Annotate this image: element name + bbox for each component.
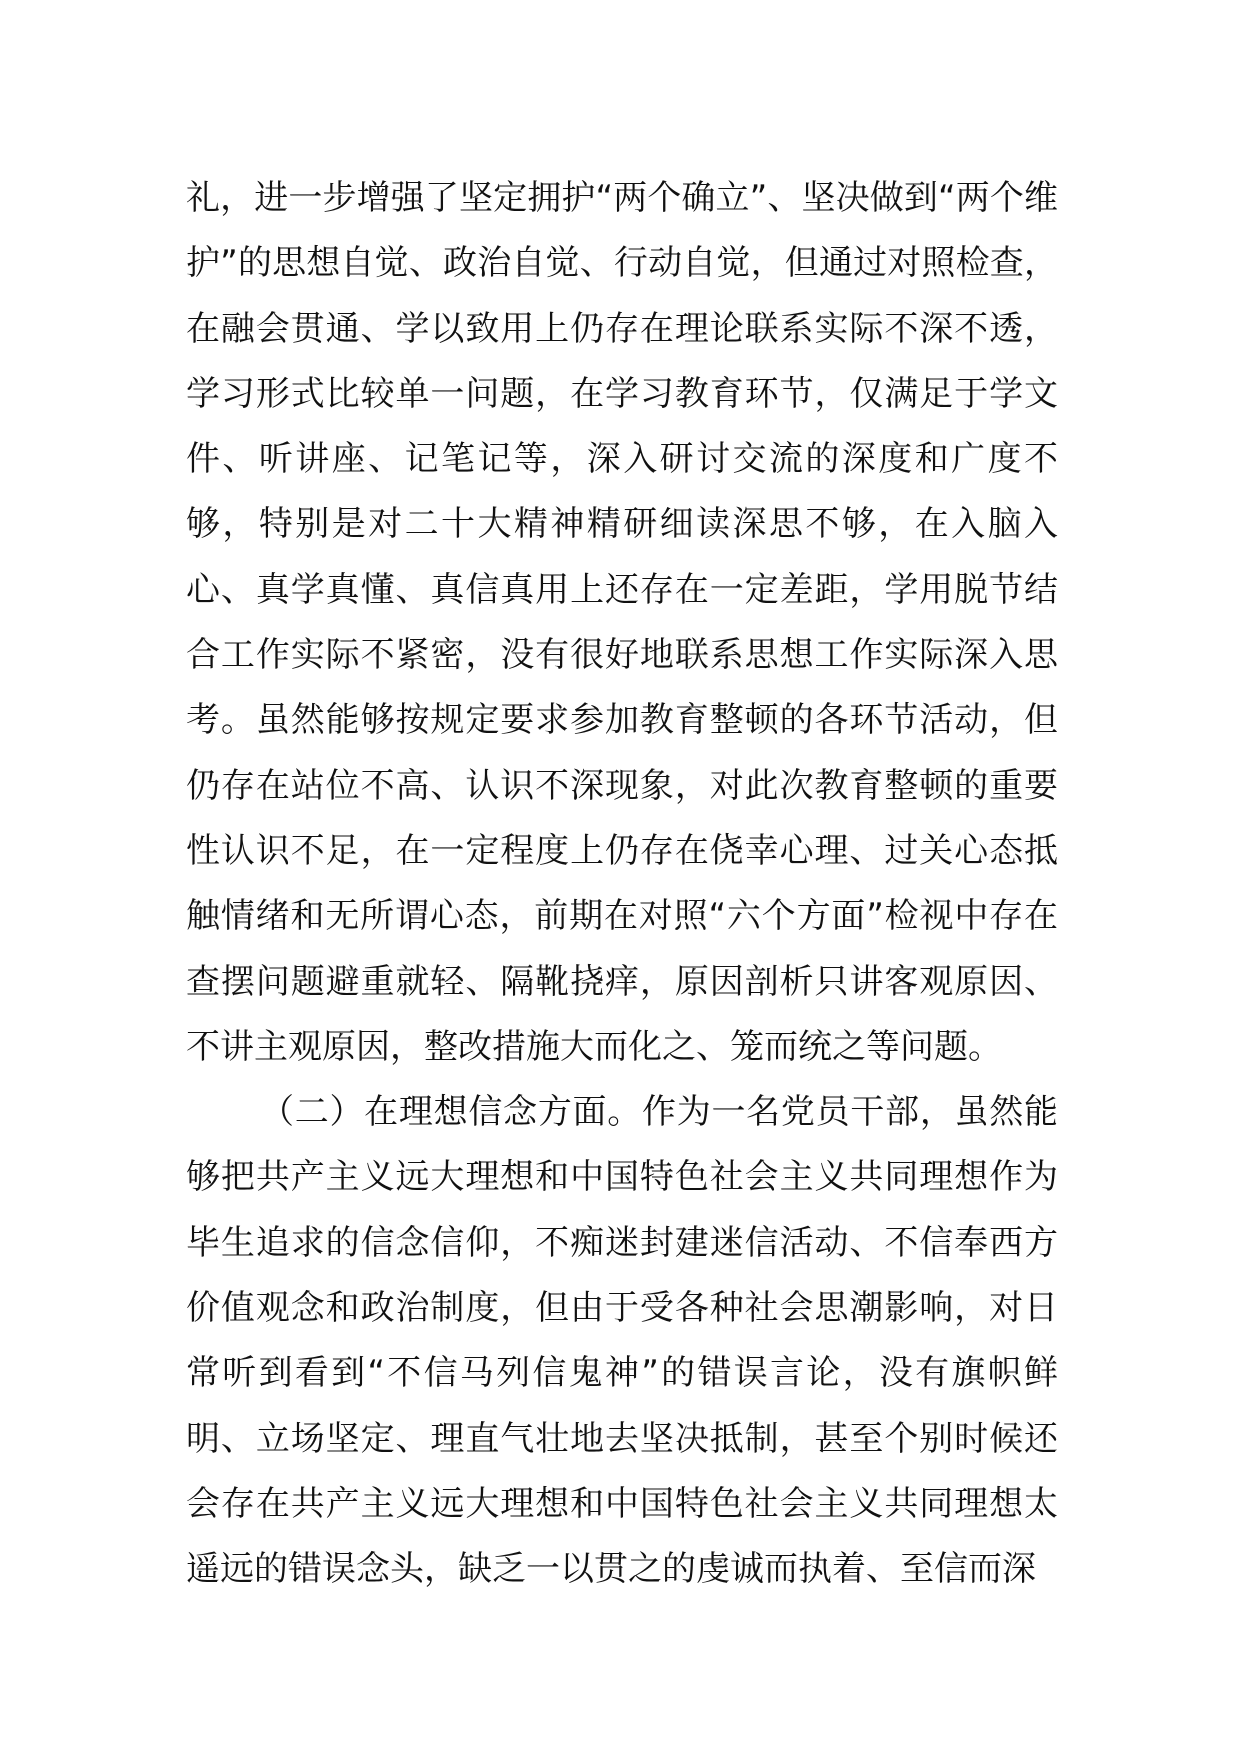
paragraph-ideals-beliefs: （二）在理想信念方面。作为一名党员干部，虽然能够把共产主义远大理想和中国特色社会主义共同理想作为毕生追求的信念信仰，不痴迷封建迷信活动、不信奉西方价值观念和政治制度，但由于受各种社会思潮影响，对日常听到看到“不信马列信鬼神”的错误言论，没有旗帜鲜明、立场坚定、理直气壮地去坚决抵制，甚至个别时候还会存在共产主义远大理想和中国特色社会主义共同理想太遥远的错误念头，缺乏一以贯之的虔诚而执着、至信而深	[186, 1092, 1058, 1590]
document-body	[186, 166, 1058, 1603]
paragraph-study-education: 礼，进一步增强了坚定拥护“两个确立”、坚决做到“两个维护”的思想自觉、政治自觉、行动自觉，但通过对照检查，在融会贯通、学以致用上仍存在理论联系实际不深不透，学习形式比较单一问题，在学习教育环节，仅满足于学文件、听讲座、记笔记等，深入研讨交流的深度和广度不够，特别是对二十大精神精研细读深思不够，在入脑入心、真学真懂、真信真用上还存在一定差距，学用脱节结合工作实际不紧密，没有很好地联系思想工作实际深入思考。虽然能够按规定要求参加教育整顿的各环节活动，但仍存在站位不高、认识不深现象，对此次教育整顿的重要性认识不足，在一定程度上仍存在侥幸心理、过关心态抵触情绪和无所谓心态，前期在对照“六个方面”检视中存在查摆问题避重就轻、隔靴挠痒，原因剖析只讲客观原因、不讲主观原因，整改措施大而化之、笼而统之等问题。	[186, 178, 1058, 1067]
